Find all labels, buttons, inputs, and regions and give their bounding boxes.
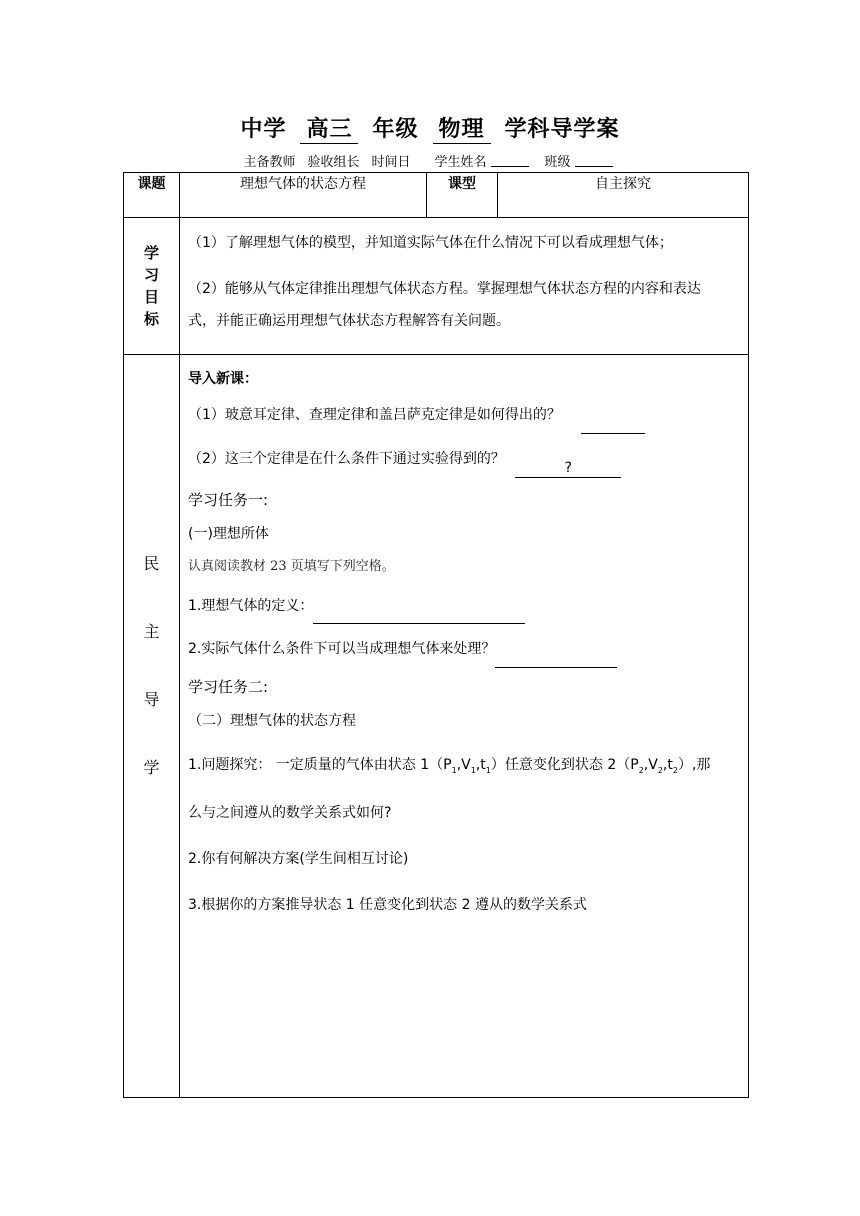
guide-char: 学	[143, 758, 160, 777]
state-1-t: t	[480, 757, 486, 773]
goal-2a: （2）能够从气体定律推出理想气体状态方程。掌握理想气体状态方程的内容和表达	[188, 281, 701, 297]
item-2-blank	[495, 667, 617, 668]
goals-label	[124, 218, 180, 355]
paragraph-1: 1.问题探究： 一定质量的气体由状态 $1(P_1,V_1,t_1)$任意变化到状态 $2(P_2,V_2,t_2)$,那	[188, 757, 711, 775]
task-1-title: 学习任务一:	[188, 491, 269, 509]
intro-title: 导入新课：	[188, 371, 258, 387]
guide-label	[124, 355, 180, 1098]
goals-row	[124, 218, 749, 355]
question-2-text: （2）这三个定律是在什么条件下通过实验得到的？	[188, 451, 505, 467]
goal-1: （1）了解理想气体的模型，并知道实际气体在什么情况下可以看成理想气体；	[188, 235, 673, 251]
guide-row	[124, 355, 749, 1098]
section-1: (一)理想所体	[188, 526, 269, 542]
school-name: 中学	[240, 116, 287, 142]
paragraph-1-line-2: 么与之间遵从的数学关系式如何?	[188, 805, 392, 821]
type-value: 自主探究	[498, 173, 749, 218]
date-label: 时间日	[371, 155, 411, 170]
student-name-label: 学生姓名	[434, 155, 487, 170]
state-2-t: t	[667, 757, 673, 773]
class-blank	[575, 166, 613, 167]
question-1-text: （1）玻意耳定律、查理定律和盖吕萨克定律是如何得出的？	[188, 407, 561, 423]
task-2-title: 学习任务二:	[188, 678, 269, 696]
type-label: 课型	[427, 173, 498, 218]
section-2: （二）理想气体的状态方程	[188, 713, 356, 729]
topic-row	[124, 173, 749, 218]
state-2-p-sub: 2	[638, 765, 644, 775]
student-name-blank	[491, 166, 529, 167]
guide-char: 导	[143, 690, 160, 709]
state-2-v: V	[648, 757, 658, 773]
state-1-p-sub: 1	[451, 765, 457, 775]
guide-content	[180, 355, 749, 1098]
subject-label: 学科导学案	[504, 116, 620, 142]
item-1-text: 1.理想气体的定义：	[188, 598, 314, 614]
goals-char: 习	[143, 266, 159, 284]
question-1-blank	[581, 433, 645, 434]
paragraph-2: 2.你有何解决方案(学生间相互讨论)	[188, 851, 409, 867]
reviewer-label: 验收组长	[307, 155, 360, 170]
goals-content	[180, 218, 749, 355]
guide-char: 主	[143, 622, 160, 641]
item-1	[188, 585, 740, 627]
document-meta-line	[0, 151, 860, 170]
state-1-v: V	[461, 757, 471, 773]
state-2-t-sub: 2	[672, 765, 678, 775]
topic-value: 理想气体的状态方程	[180, 173, 427, 218]
paragraph-1-end: ）,那	[677, 757, 711, 773]
grade-label: 年级	[372, 116, 419, 142]
state-1-t-sub: 1	[485, 765, 491, 775]
state-2-v-sub: 2	[657, 765, 663, 775]
teacher-label: 主备教师	[243, 155, 296, 170]
question-2-blank	[515, 459, 621, 478]
goals-char: 目	[143, 288, 159, 306]
item-1-blank	[313, 623, 525, 624]
lesson-table	[123, 172, 749, 1098]
goals-char: 标	[143, 310, 159, 328]
goals-char: 学	[143, 244, 159, 262]
goal-2b: 式，并能正确运用理想气体状态方程解答有关问题。	[188, 313, 510, 329]
guide-char: 民	[143, 554, 160, 573]
question-2	[188, 437, 740, 481]
question-1	[188, 393, 740, 437]
state-1-v-sub: 1	[470, 765, 476, 775]
grade-value: 高三	[300, 115, 358, 144]
topic-label: 课题	[124, 173, 180, 218]
page-title	[0, 112, 860, 144]
item-2-text: 2.实际气体什么条件下可以当成理想气体来处理？	[188, 641, 496, 657]
subject-value: 物理	[433, 115, 491, 144]
paragraph-3: 3.根据你的方案推导状态 1 任意变化到状态 2 遵从的数学关系式	[188, 897, 587, 913]
paragraph-1-pre: 1.问题探究： 一定质量的气体由状态 1（P	[188, 757, 452, 773]
question-2-mark: ?	[564, 460, 573, 476]
read-note: 认真阅读教材 23 页填写下列空格。	[188, 559, 395, 574]
class-label: 班级	[544, 155, 571, 170]
item-2	[188, 627, 740, 671]
paragraph-1-mid: ）任意变化到状态 2（P	[490, 757, 639, 773]
